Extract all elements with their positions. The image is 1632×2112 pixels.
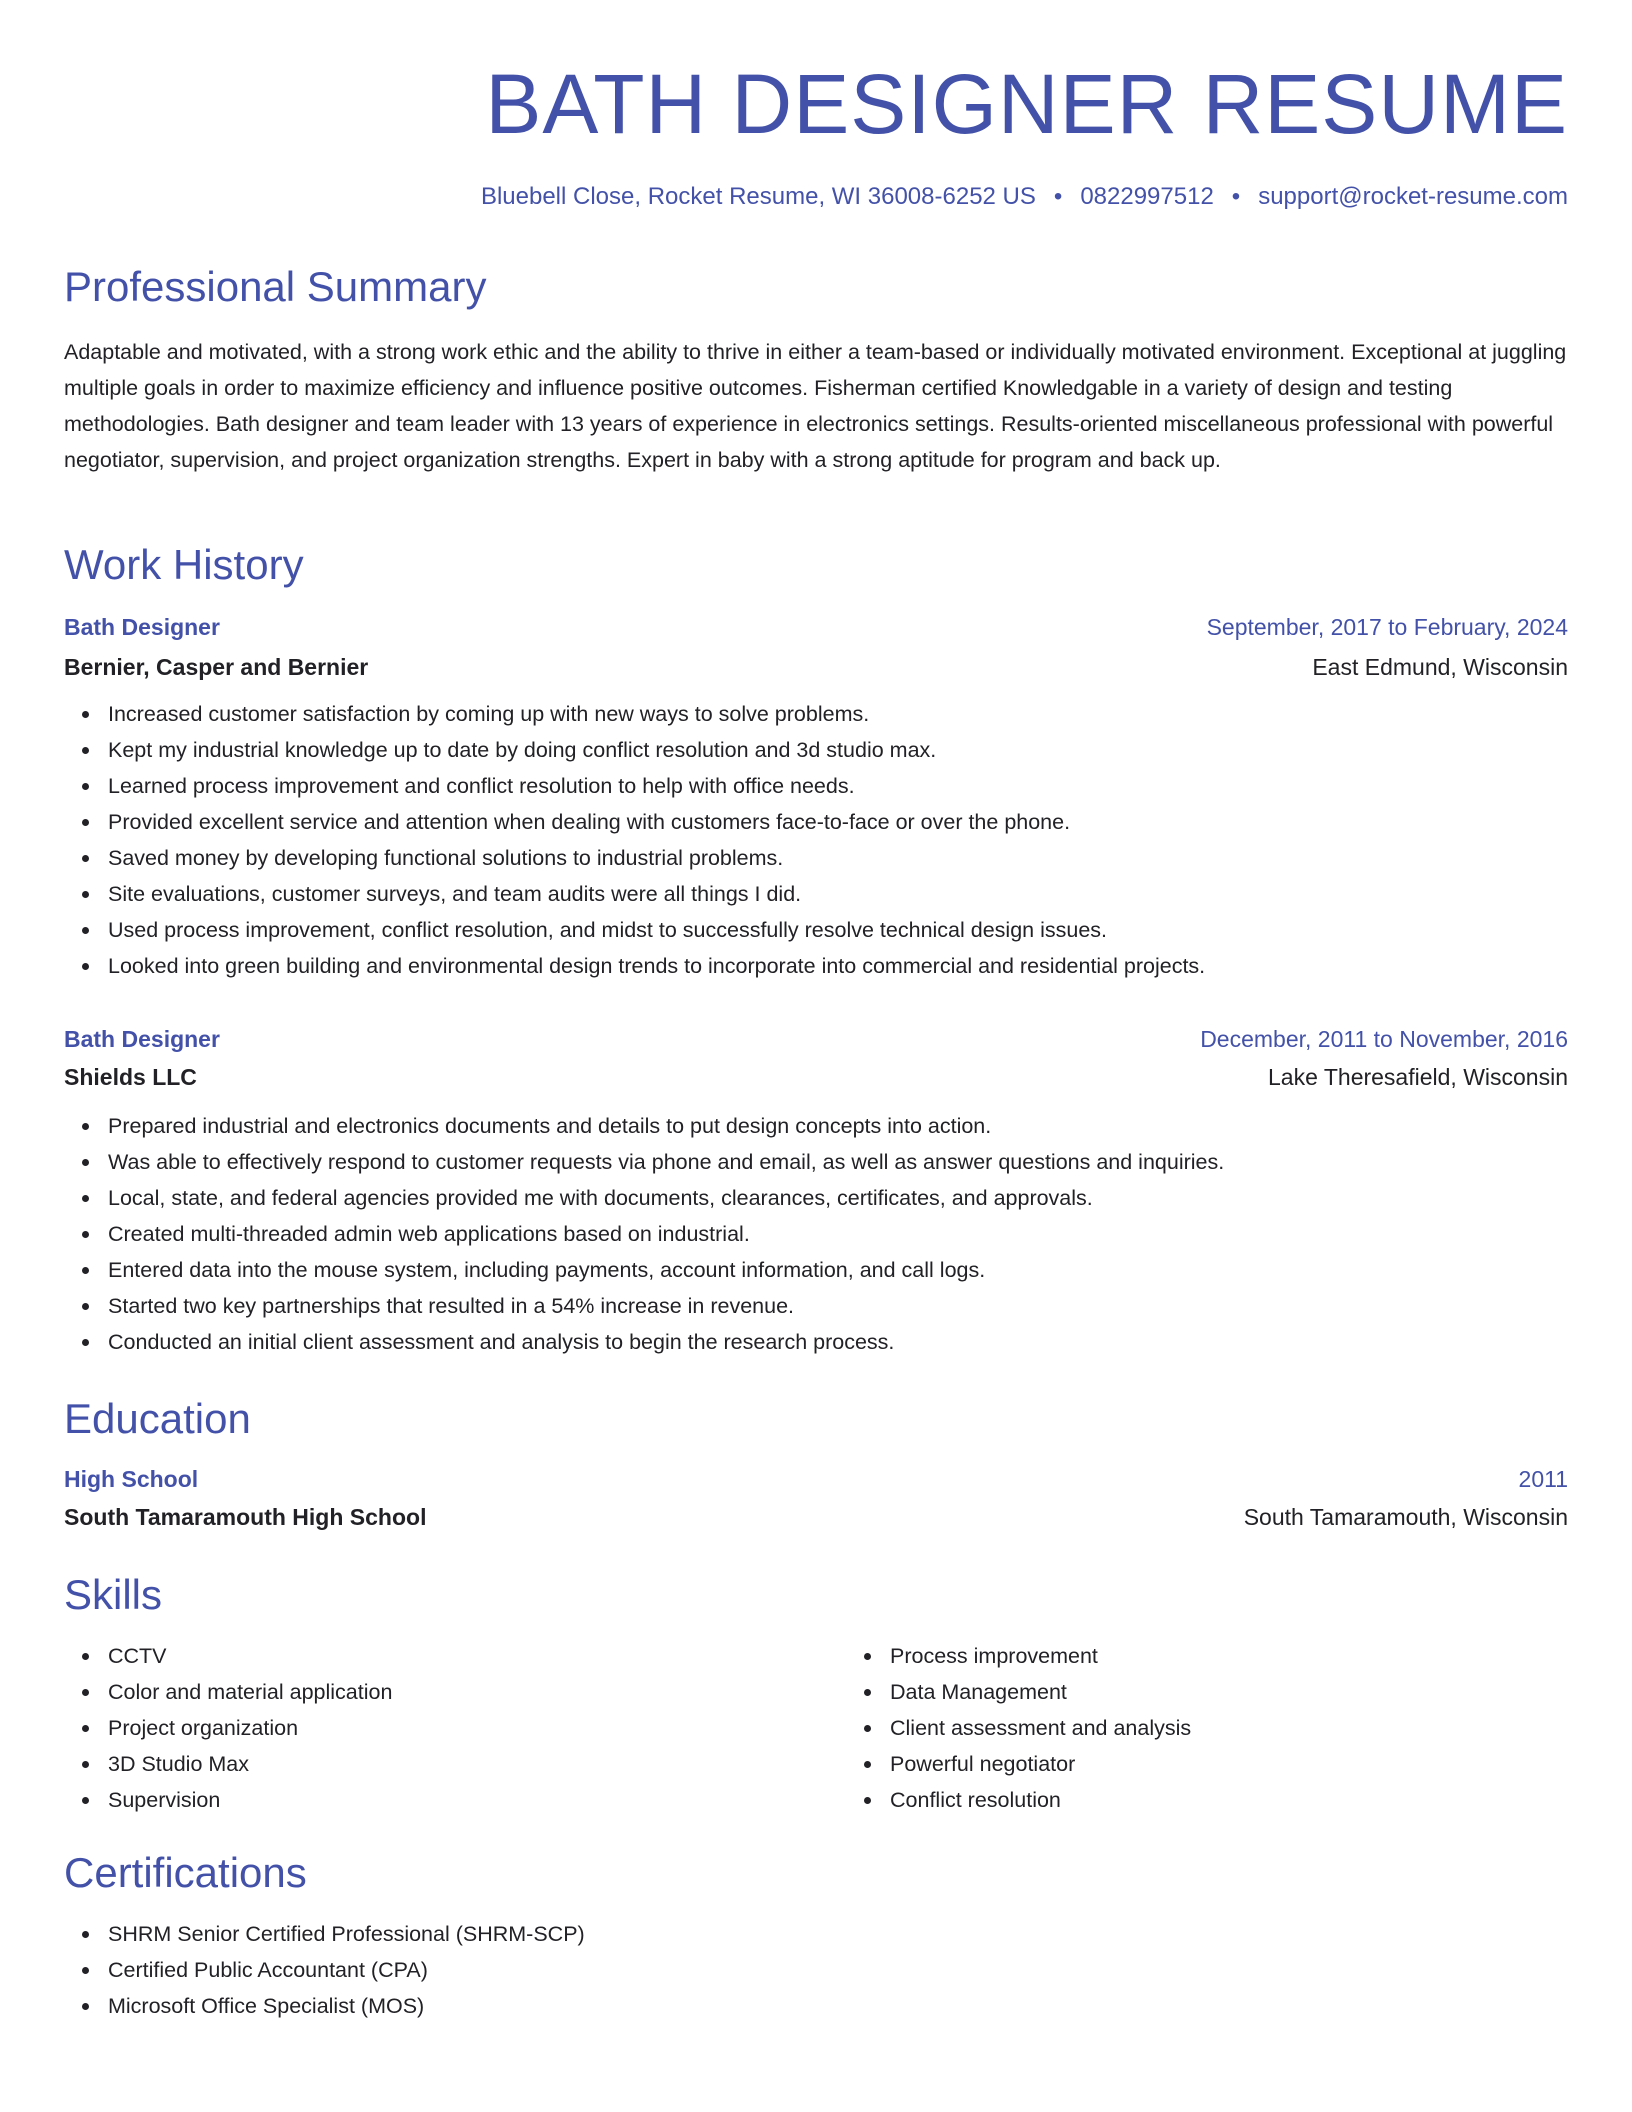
list-item: Saved money by developing functional solutions to industrial problems. (108, 840, 1568, 876)
list-item: CCTV (108, 1638, 846, 1674)
list-item: Microsoft Office Specialist (MOS) (108, 1988, 1568, 2024)
list-item: Client assessment and analysis (890, 1710, 1191, 1746)
list-item: Kept my industrial knowledge up to date by doing conflict resolution and 3d studio max. (108, 732, 1568, 768)
job-dates: September, 2017 to February, 2024 (1206, 614, 1568, 640)
job-entry (64, 612, 1568, 984)
education-year: 2011 (1518, 1466, 1568, 1492)
list-item: Conflict resolution (890, 1782, 1191, 1818)
list-item: SHRM Senior Certified Professional (SHRM-SCP) (108, 1916, 1568, 1952)
job-subheader (64, 652, 1568, 682)
education-school: South Tamaramouth High School (64, 1504, 427, 1530)
list-item: Used process improvement, conflict resolution, and midst to successfully resolve technical design issues. (108, 912, 1568, 948)
job-title: Bath Designer (64, 614, 220, 640)
certifications-heading: Certifications (64, 1849, 307, 1896)
list-item: Learned process improvement and conflict resolution to help with office needs. (108, 768, 1568, 804)
skills-list-right (846, 1638, 1191, 1818)
list-item: Project organization (108, 1710, 846, 1746)
education-heading: Education (64, 1395, 251, 1442)
list-item: Started two key partnerships that resulted in a 54% increase in revenue. (108, 1288, 1568, 1324)
job-entry (64, 1024, 1568, 1360)
education-subheader (64, 1502, 1568, 1532)
list-item: Data Management (890, 1674, 1191, 1710)
job-location: East Edmund, Wisconsin (1312, 654, 1568, 680)
contact-email[interactable]: support@rocket-resume.com (1258, 183, 1568, 210)
education-header (64, 1464, 1568, 1494)
education-location: South Tamaramouth, Wisconsin (1243, 1504, 1568, 1530)
list-item: Powerful negotiator (890, 1746, 1191, 1782)
work-history-heading: Work History (64, 541, 304, 588)
list-item: Color and material application (108, 1674, 846, 1710)
certifications-list (64, 1916, 1568, 2024)
job-company: Shields LLC (64, 1064, 197, 1090)
education-section (64, 1394, 1568, 1532)
contact-address: Bluebell Close, Rocket Resume, WI 36008-6252 US (480, 183, 1036, 210)
list-item: Was able to effectively respond to customer requests via phone and email, as well as answer questions and inquiries. (108, 1144, 1568, 1180)
contact-phone: 0822997512 (1080, 183, 1214, 210)
list-item: 3D Studio Max (108, 1746, 846, 1782)
job-company: Bernier, Casper and Bernier (64, 654, 369, 680)
resume-title: BATH DESIGNER RESUME (485, 57, 1568, 151)
education-degree: High School (64, 1466, 199, 1492)
list-item: Site evaluations, customer surveys, and team audits were all things I did. (108, 876, 1568, 912)
summary-text: Adaptable and motivated, with a strong work ethic and the ability to thrive in either a team-based or individually motivated environment. Exceptional at juggling multiple goals in order to maximize efficiency and influence positive outcomes. Fisherman certified Knowledgable in a variety of design and testing methodologies. Bath designer and team leader with 13 years of experience in electronics settings. Results-oriented miscellaneous professional with powerful negotiator, supervision, and project organization strengths. Expert in baby with a strong aptitude for program and back up. (64, 340, 1567, 472)
skills-section (64, 1570, 1568, 1818)
skills-heading: Skills (64, 1571, 163, 1618)
list-item: Prepared industrial and electronics documents and details to put design concepts into action. (108, 1108, 1568, 1144)
list-item: Process improvement (890, 1638, 1191, 1674)
job-title: Bath Designer (64, 1026, 220, 1052)
certifications-section (64, 1848, 1568, 2024)
list-item: Looked into green building and environmental design trends to incorporate into commercial and residential projects. (108, 948, 1568, 984)
list-item: Supervision (108, 1782, 846, 1818)
summary-heading: Professional Summary (64, 263, 487, 310)
job-bullets (64, 696, 1568, 984)
list-item: Provided excellent service and attention when dealing with customers face-to-face or over the phone. (108, 804, 1568, 840)
list-item: Certified Public Accountant (CPA) (108, 1952, 1568, 1988)
job-location: Lake Theresafield, Wisconsin (1268, 1064, 1568, 1090)
job-dates: December, 2011 to November, 2016 (1200, 1026, 1568, 1052)
job-subheader (64, 1062, 1568, 1092)
list-item: Local, state, and federal agencies provided me with documents, clearances, certificates, and approvals. (108, 1180, 1568, 1216)
job-header (64, 1024, 1568, 1054)
list-item: Entered data into the mouse system, including payments, account information, and call logs. (108, 1252, 1568, 1288)
list-item: Increased customer satisfaction by coming up with new ways to solve problems. (108, 696, 1568, 732)
list-item: Created multi-threaded admin web applications based on industrial. (108, 1216, 1568, 1252)
contact-line (481, 182, 1568, 212)
job-header (64, 612, 1568, 642)
contact-separator: • (1053, 183, 1063, 210)
contact-separator: • (1231, 183, 1241, 210)
skills-list-left (64, 1638, 846, 1818)
summary-section (64, 262, 1568, 478)
list-item: Conducted an initial client assessment and analysis to begin the research process. (108, 1324, 1568, 1360)
work-history-section (64, 540, 1568, 590)
job-bullets (64, 1108, 1568, 1360)
skills-grid (64, 1638, 1568, 1818)
